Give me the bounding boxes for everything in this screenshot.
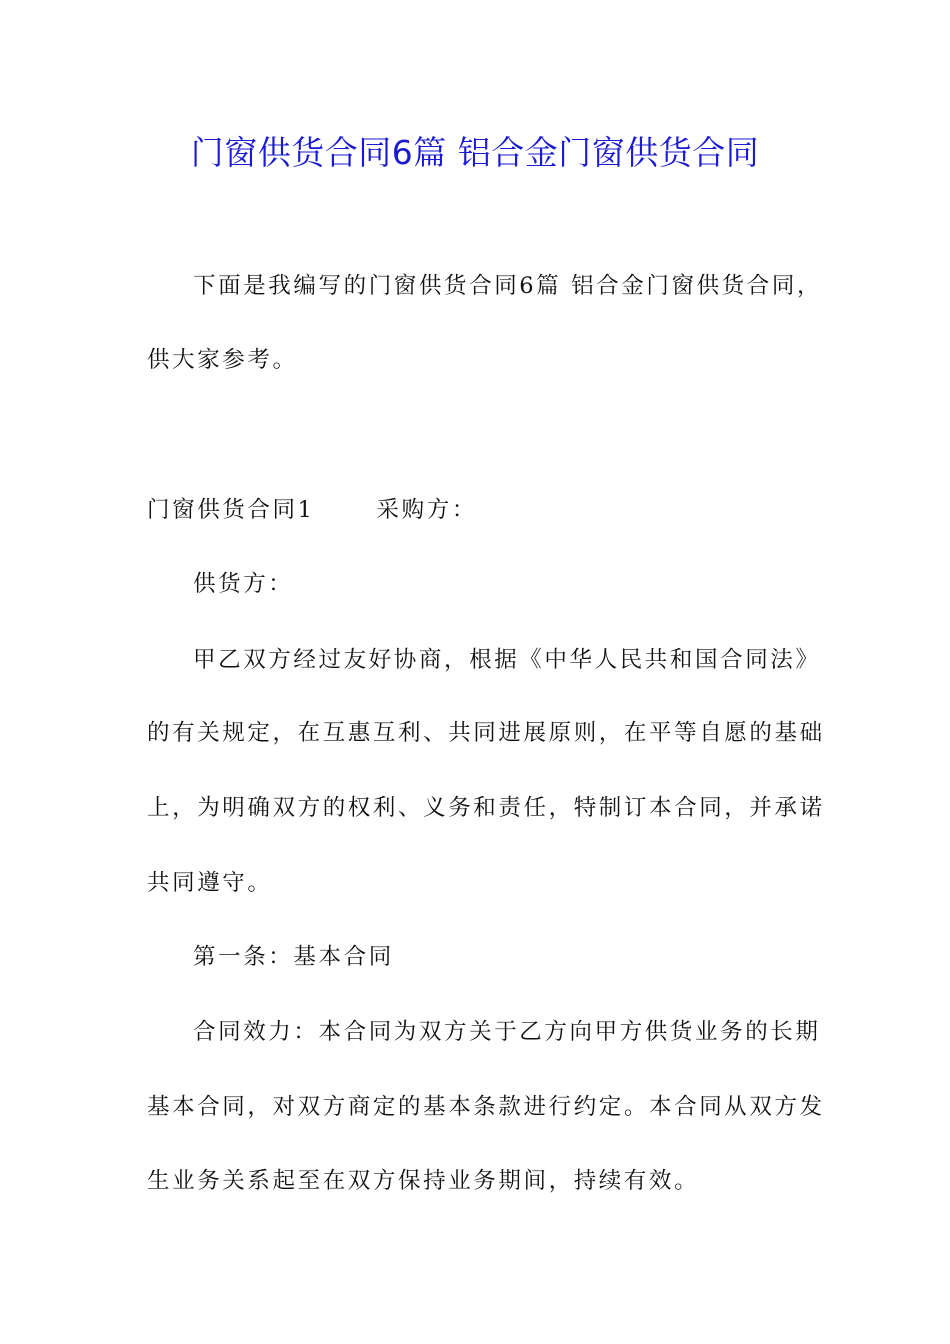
article-1-line-3: 生业务关系起至在双方保持业务期间，持续有效。 [147, 1168, 700, 1194]
article-1-line-1: 合同效力：本合同为双方关于乙方向甲方供货业务的长期 [193, 1019, 821, 1045]
contract-heading-row [147, 494, 807, 526]
intro-line-2: 供大家参考。 [147, 347, 298, 373]
preamble-line-4: 共同遵守。 [147, 870, 273, 896]
preamble-line-2: 的有关规定，在互惠互利、共同进展原则，在平等自愿的基础 [147, 720, 825, 746]
document-title: 门窗供货合同6篇 铝合金门窗供货合同 [190, 133, 760, 172]
preamble-line-3: 上，为明确双方的权利、义务和责任，特制订本合同，并承诺 [147, 795, 825, 821]
article-1-title: 第一条：基本合同 [193, 944, 394, 970]
article-1-line-2: 基本合同，对双方商定的基本条款进行约定。本合同从双方发 [147, 1094, 825, 1120]
supplier-label: 供货方： [193, 571, 294, 597]
contract-heading: 门窗供货合同1 [147, 497, 315, 523]
buyer-label: 采购方： [376, 497, 477, 523]
preamble-line-1: 甲乙双方经过友好协商，根据《中华人民共和国合同法》 [193, 647, 821, 673]
intro-line-1: 下面是我编写的门窗供货合同6篇 铝合金门窗供货合同， [193, 273, 823, 299]
